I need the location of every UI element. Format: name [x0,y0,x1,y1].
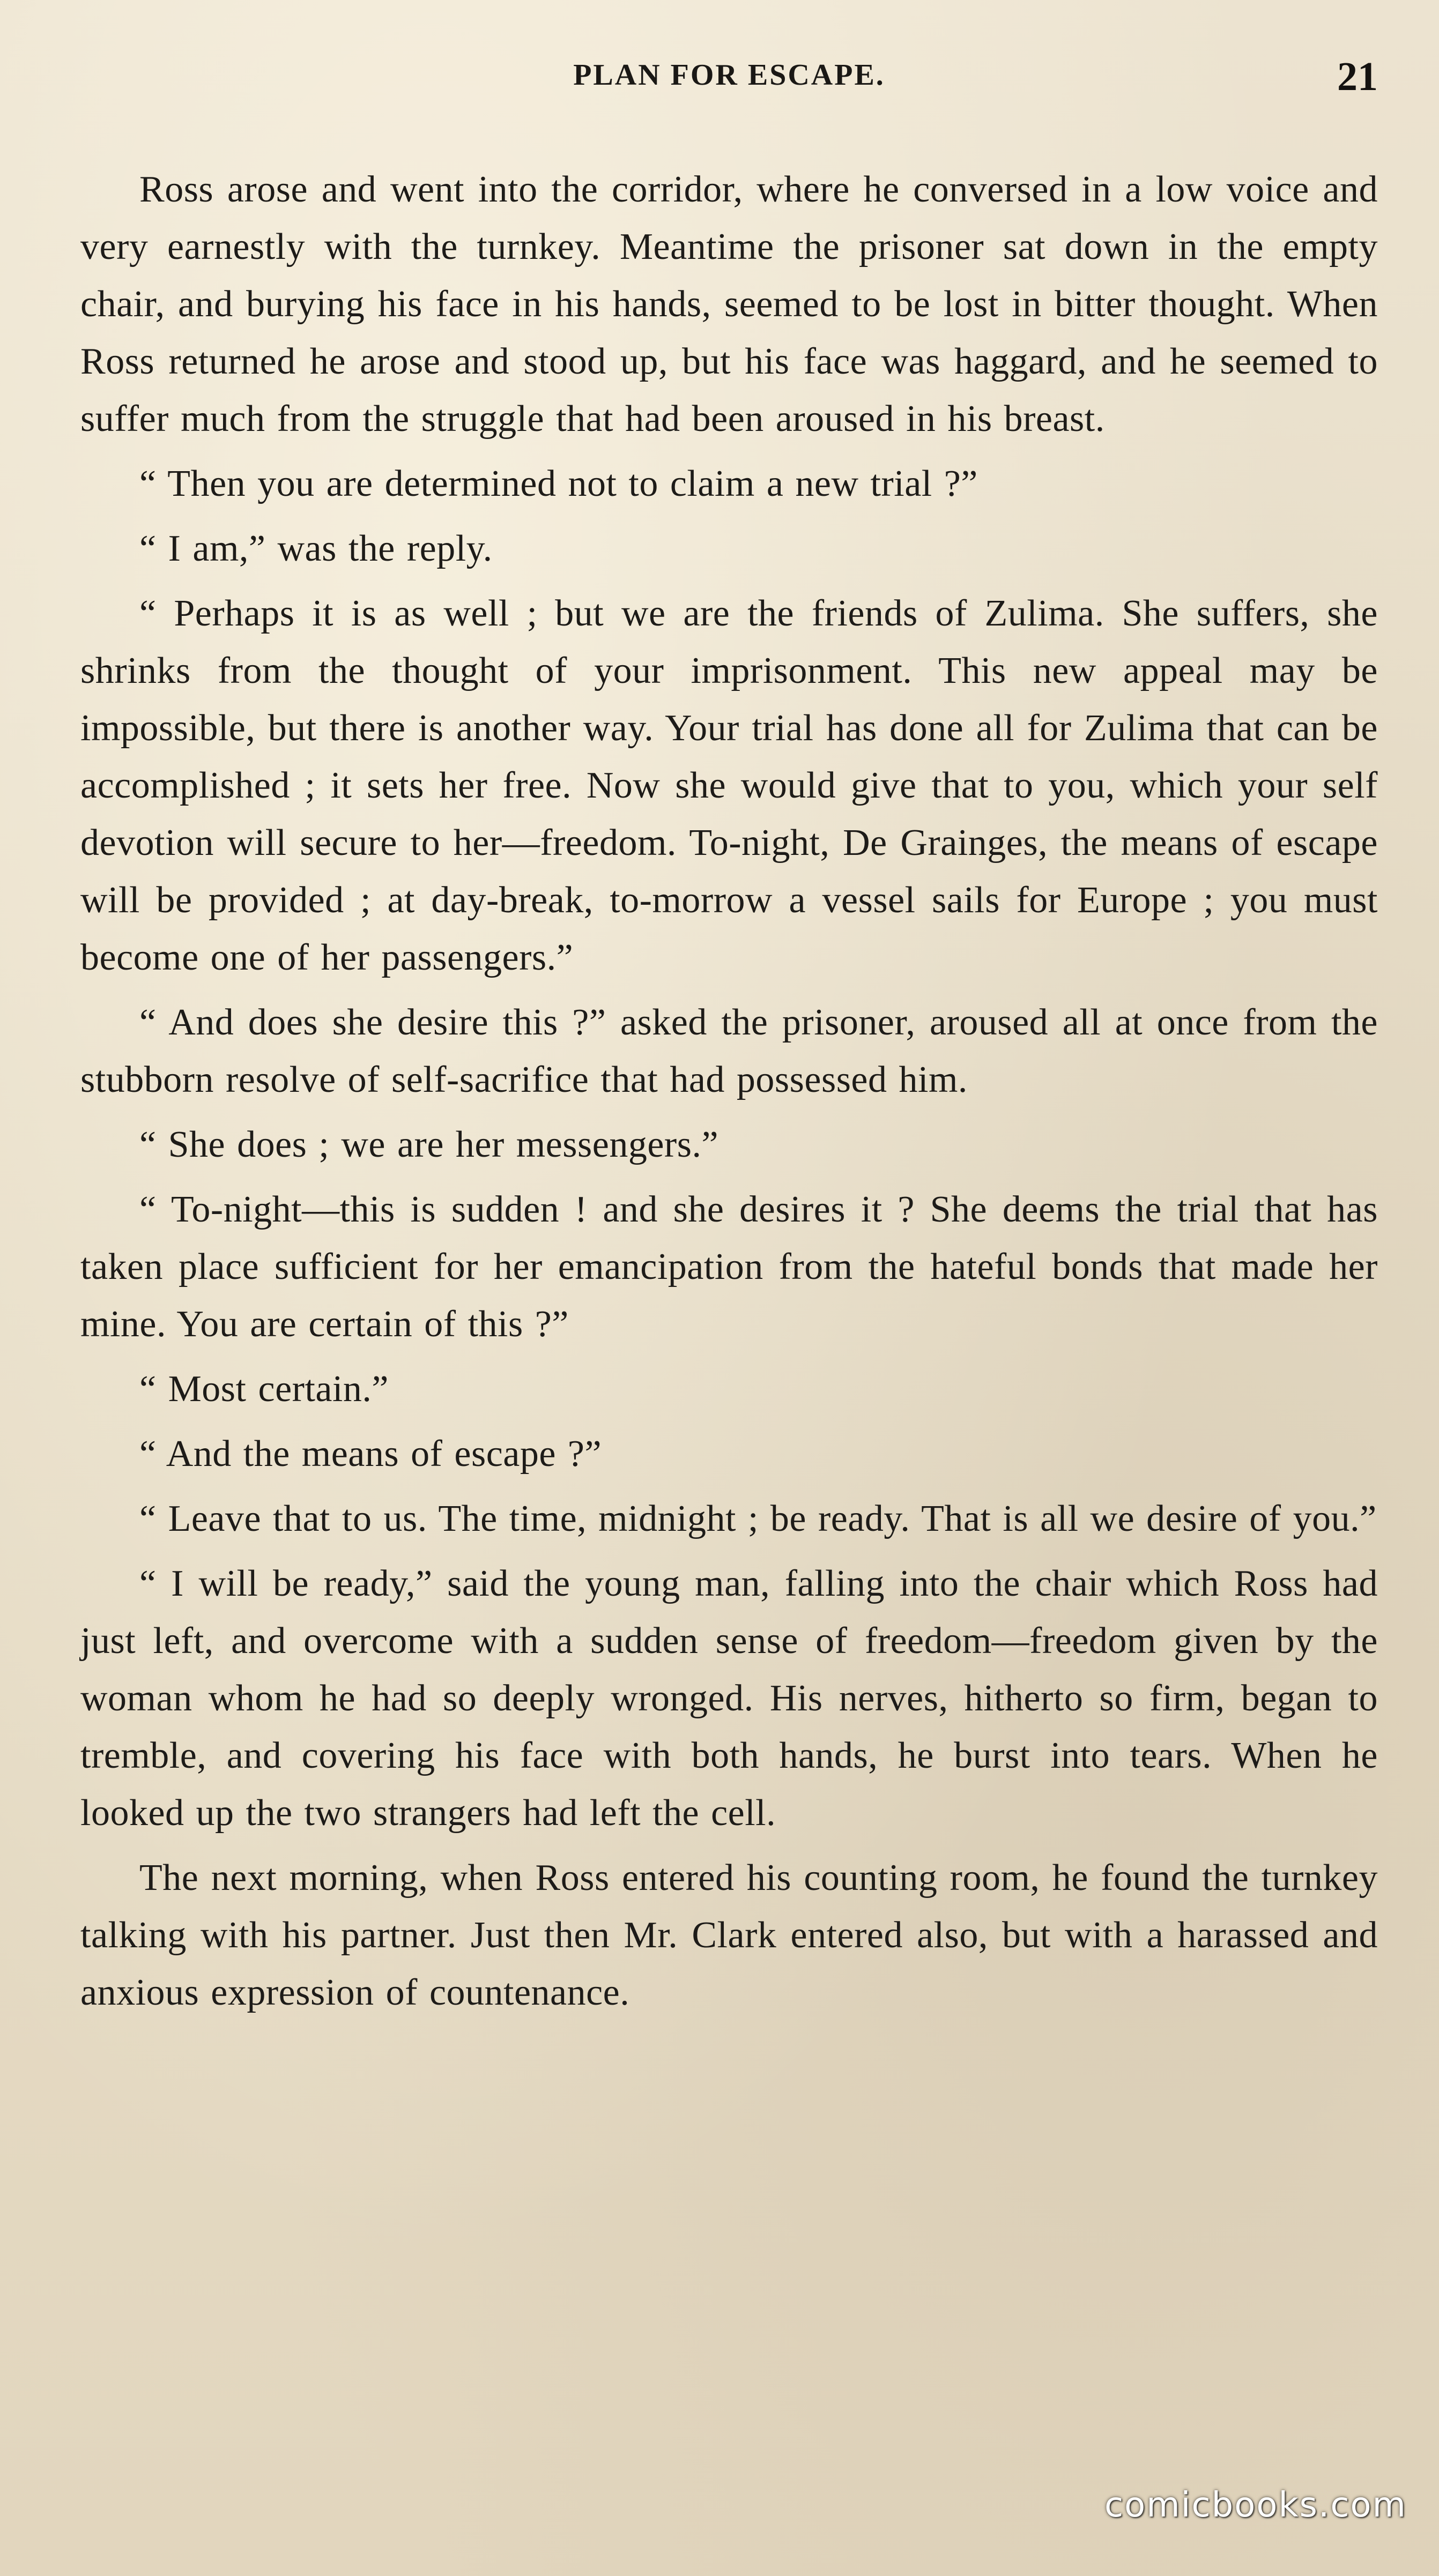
paragraph: Ross arose and went into the corridor, where he conversed in a low voice and very earnestly with the turnkey. Meantime the prisoner sat down in the empty chair, and burying his face in his hands, seemed to be lost in bitter thought. When Ross returned he arose and stood up, but his face was haggard, and he seemed to suffer much from the struggle that had been aroused in his breast. [80,169,1378,440]
paragraph: “ I will be ready,” said the young man, falling into the chair which Ross had just left, and overcome with a sudden sense of freedom—freedom given by the woman whom he had so deeply wronged. His nerves, hitherto so firm, began to tremble, and covering his face with both hands, he burst into tears. When he looked up the two strangers had left the cell. [80,1563,1378,1834]
page-header [80,54,1378,107]
paragraph: “ She does ; we are her messengers.” [139,1124,719,1165]
running-head: PLAN FOR ESCAPE. [573,58,885,92]
paragraph: The next morning, when Ross entered his counting room, he found the turnkey talking with his partner. Just then Mr. Clark entered also, but with a harassed and anxious expression of countenance. [80,1857,1378,2013]
paragraph: “ And does she desire this ?” asked the prisoner, aroused all at once from the stubborn resolve of self-sacrifice that had possessed him. [80,1002,1378,1100]
paragraph: “ Most certain.” [139,1368,389,1410]
paragraph: “ Then you are determined not to claim a new trial ?” [139,463,978,504]
paragraph: “ I am,” was the reply. [139,528,493,569]
paragraph: “ To-night—this is sudden ! and she desires it ? She deems the trial that has taken place sufficient for her emancipation from the hateful bonds that made her mine. You are certain of this ?” [80,1189,1378,1345]
paragraph: “ And the means of escape ?” [139,1433,602,1475]
paragraph: “ Perhaps it is as well ; but we are the friends of Zulima. She suffers, she shrinks from the thought of your imprisonment. This new appeal may be impossible, but there is another way. Your trial has done all for Zulima that can be accomplished ; it sets her free. Now she would give that to you, which your self devotion will secure to her—freedom. To-night, De Grainges, the means of escape will be provided ; at day-break, to-morrow a vessel sails for Europe ; you must become one of her passengers.” [80,593,1378,978]
site-watermark: comicbooks.com [1104,2485,1407,2525]
paragraph: “ Leave that to us. The time, midnight ; be ready. That is all we desire of you.” [139,1498,1377,1539]
body-text [80,161,1378,2029]
page-number: 21 [1337,54,1378,99]
